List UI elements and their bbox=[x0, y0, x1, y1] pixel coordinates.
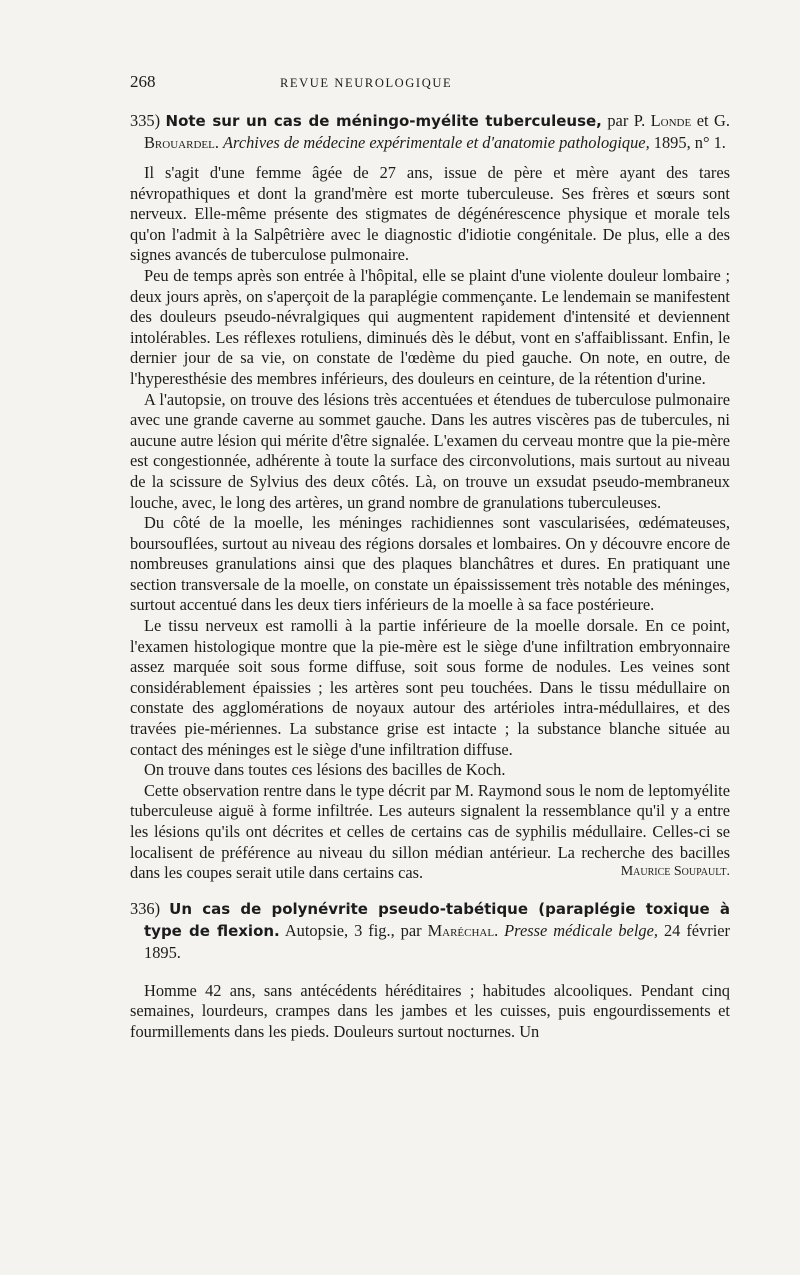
paragraph: Cette observation rentre dans le type décrit par M. Raymond sous le nom de leptomyélite tuberculeuse aiguë à forme infiltrée. Les auteurs signalent la ressemblance qu'il y a entre les lésions qu'ils ont décrites et celles de certains cas de syphilis médullaire. Celles-ci se localisent de préférence au niveau du sillon médian antérieur. La recherche des bacilles dans les coupes serait utile dans certains cas. bbox=[130, 780, 730, 883]
author-name: Maréchal. bbox=[427, 920, 499, 940]
article-title: Un cas de polynévrite pseudo-tabétique (paraplégie toxique à type de flexion. bbox=[144, 899, 730, 940]
paragraph: On trouve dans toutes ces lésions des bacilles de Koch. bbox=[144, 760, 506, 780]
publication-year: 1895, n° 1. bbox=[653, 133, 726, 152]
paragraph: Peu de temps après son entrée à l'hôpital, elle se plaint d'une violente douleur lombaire ; deux jours après, on s'aperçoit de la paraplégie commençante. Le lendemain se manifestent des douleurs pseudo-névralgiques qui augmentent rapidement d'intensité et deviennent intolérables. Les réflexes rotuliens, diminués dès le début, vont en s'affaiblissant. Enfin, le dernier jour de sa vie, on constate de l'œdème du pied gauche. On note, en outre, de l'hyperesthésie des membres inférieurs, des douleurs en ceinture, de la rétention d'urine. bbox=[130, 265, 730, 388]
and-label: et G. bbox=[696, 111, 730, 130]
journal-name: Archives de médecine expérimentale et d'anatomie pathologique, bbox=[223, 133, 650, 152]
paragraph: Le tissu nerveux est ramolli à la partie inférieure de la moelle dorsale. En ce point, l'examen histologique montre que la pie-mère est le siège d'une infiltration embryonnaire assez marquée soit sous forme diffuse, soit sous forme de nodules. Les veines sont considérablement épaissies ; les artères sont peu touchées. Dans le tissu médullaire on constate des agglomérations de noyaux autour des artérioles intra-médullaires, et des travées pie-mériennes. La substance grise est intacte ; la substance blanche située au contact des méninges est le siège d'une infiltration diffuse. bbox=[130, 616, 730, 759]
signature: Maurice Soupault. bbox=[620, 863, 730, 879]
paragraph: A l'autopsie, on trouve des lésions très accentuées et étendues de tuberculose pulmonaire avec une grande caverne au sommet gauche. Dans les autres viscères pas de tubercules, ni aucune autre lésion qui mérite d'être signalée. L'examen du cerveau montre que la pie-mère est congestionnée, adhérente à toute la surface des circonvolutions, mais surtout au niveau de la scissure de Sylvius des deux côtés. Là, on trouve un exsudat pseudo-membraneux louche, avec, le long des artères, un grand nombre de granulations tuberculeuses. bbox=[130, 389, 730, 512]
article-number: 335) bbox=[130, 111, 161, 130]
journal-name: Presse médicale belge, bbox=[504, 920, 658, 940]
running-head: REVUE NEUROLOGIQUE bbox=[280, 76, 453, 90]
paragraph: Du côté de la moelle, les méninges rachidiennes sont vascularisées, œdémateuses, boursouflées, surtout au niveau des régions dorsales et lombaires. On y découvre encore de nombreuses granulations ainsi que des plaques blanchâtres et dures. En pratiquant une section transversale de la moelle, on constate un épaississement très notable des méninges, surtout accentué dans les deux tiers inférieurs de la moelle à sa face postérieure. bbox=[130, 513, 730, 615]
article-336-heading bbox=[130, 898, 730, 963]
article-title: Note sur un cas de méningo-myélite tuberculeuse, bbox=[165, 112, 602, 130]
article-number: 336) bbox=[130, 898, 161, 918]
publication-date: 24 février 1895. bbox=[144, 920, 730, 962]
page-number: 268 bbox=[130, 72, 156, 91]
paragraph: Il s'agit d'une femme âgée de 27 ans, issue de père et mère ayant des tares névropathiques et dont la grand'mère est morte tuberculeuse. Ses frères et sœurs sont nerveux. Elle-même présente des stigmates de dégénérescence physique et morale tels qu'on l'admit à la Salpêtrière avec le diagnostic d'idiotie congénitale. De plus, elle a des signes avancés de tuberculose pulmonaire. bbox=[130, 163, 730, 265]
page-header bbox=[130, 72, 730, 102]
article-335-heading bbox=[130, 110, 730, 153]
paragraph: Homme 42 ans, sans antécédents héréditaires ; habitudes alcooliques. Pendant cinq semaines, lourdeurs, crampes dans les jambes et les cuisses, puis engourdissements et fourmillements dans les pieds. Douleurs surtout nocturnes. Un bbox=[130, 980, 730, 1041]
article-details: Autopsie, 3 fig., par bbox=[284, 920, 422, 940]
by-label: par P. bbox=[607, 111, 646, 130]
author-name: Londe bbox=[650, 111, 692, 130]
author-name: Brouardel. bbox=[144, 133, 219, 152]
page bbox=[130, 72, 730, 1043]
